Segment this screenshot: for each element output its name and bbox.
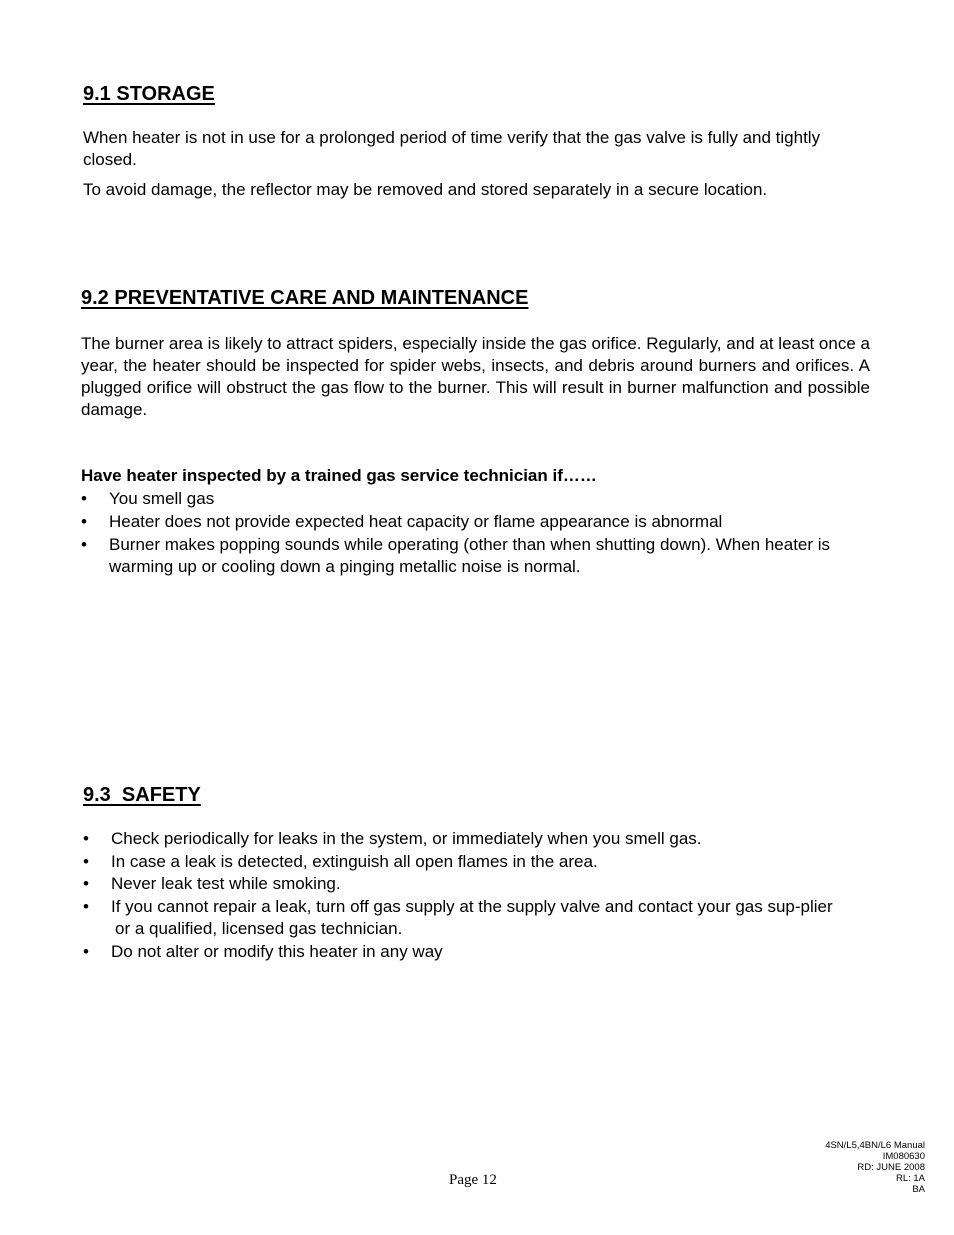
section-maintenance-heading: 9.2 PREVENTATIVE CARE AND MAINTENANCE [81,287,529,309]
list-item-text: If you cannot repair a leak, turn off gas supply at the supply valve and contact your gas sup-plier [111,896,833,916]
page-number: Page 12 [449,1172,497,1188]
bullet-dot: • [83,874,89,893]
list-item-text: Never leak test while smoking. [111,874,341,893]
list-item [81,534,841,578]
inspection-bullet-list [81,488,841,578]
document-info [825,1140,925,1195]
section-storage-heading: 9.1 STORAGE [83,83,215,105]
list-item-text: Check periodically for leaks in the system, or immediately when you smell gas. [111,829,702,848]
list-item-text: You smell gas [109,489,215,508]
storage-paragraph-1: When heater is not in use for a prolonged period of time verify that the gas valve is fully and tightly closed. [83,128,821,169]
bullet-dot: • [83,896,89,916]
bullet-dot: • [83,941,89,961]
list-item [83,851,873,873]
bullet-dot: • [81,535,87,554]
section-safety-heading: 9.3 SAFETY [83,784,201,806]
list-item [83,941,873,963]
document-info-line: IM080630 [882,1151,925,1162]
bullet-dot: • [83,851,89,871]
document-info-line: RD: JUNE 2008 [857,1162,925,1173]
document-info-line: BA [912,1184,925,1195]
list-item-text: Do not alter or modify this heater in any way [111,941,443,961]
maintenance-paragraph: The burner area is likely to attract spiders, especially inside the gas orifice. Regularly, and at least once a year, the heater should be inspected for spider webs, insects, and debris around burners and orifices. A plugged orifice will obstruct the gas flow to the burner. This will result in burner malfunction and possible damage. [81,334,870,419]
list-item [81,511,841,533]
bullet-dot: • [83,829,89,848]
storage-paragraph-2: To avoid damage, the reflector may be removed and stored separately in a secure location. [83,180,768,199]
list-item [81,488,841,510]
list-item-continuation: or a qualified, licensed gas technician. [115,919,403,938]
list-item [83,828,873,850]
list-item-text: Burner makes popping sounds while operating (other than when shutting down). When heater is warming up or cooling down a pinging metallic noise is normal. [109,535,831,576]
list-item [83,873,873,895]
list-item-text: In case a leak is detected, extinguish all open flames in the area. [111,851,598,871]
list-item [83,896,851,941]
bullet-dot: • [81,489,87,508]
inspection-intro: Have heater inspected by a trained gas service technician if…… [81,466,597,485]
document-info-line: RL: 1A [895,1173,925,1184]
safety-bullet-list [83,828,873,963]
list-item-text: Heater does not provide expected heat capacity or flame appearance is abnormal [109,512,723,531]
bullet-dot: • [81,512,87,531]
document-info-line: 4SN/L5,4BN/L6 Manual [825,1140,925,1151]
